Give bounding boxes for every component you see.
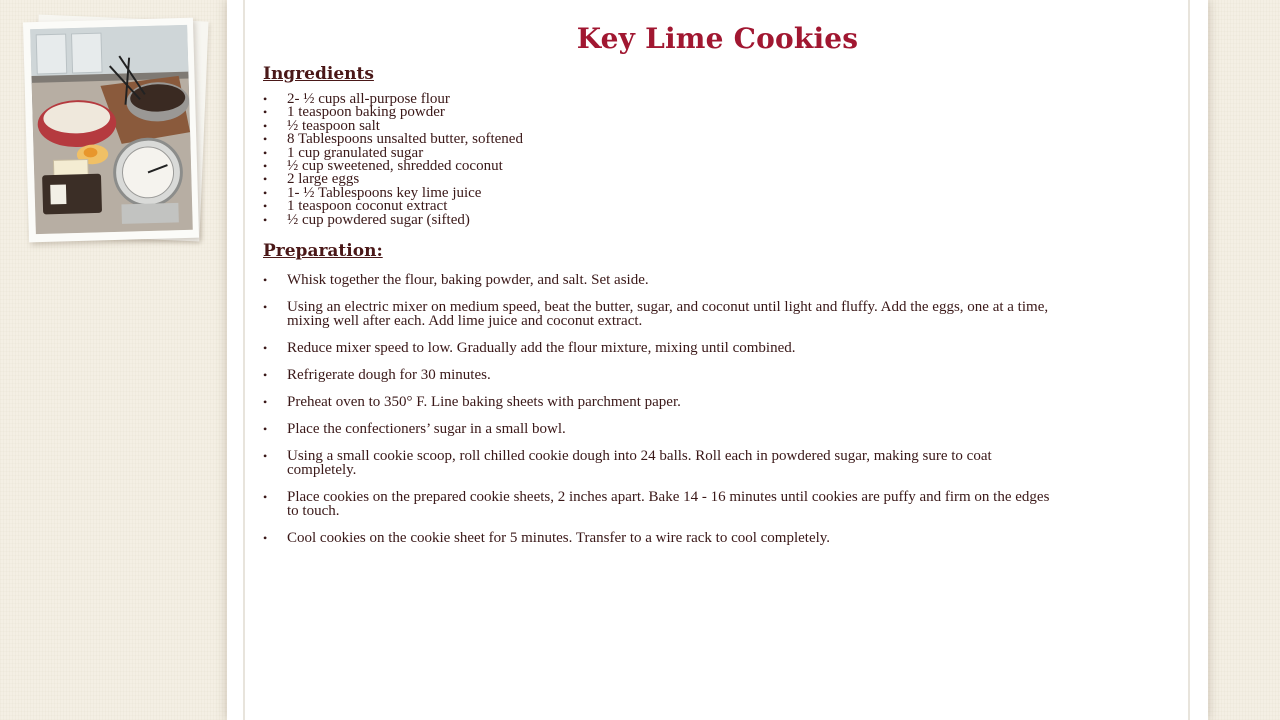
list-item	[263, 395, 1053, 409]
step-text: Whisk together the flour, baking powder, and salt. Set aside.	[287, 272, 649, 288]
list-item	[263, 449, 1053, 477]
recipe-card	[227, 0, 1208, 720]
list-item	[263, 490, 1053, 518]
bullet: •	[263, 118, 268, 133]
ingredient-text: ½ cup powdered sugar (sifted)	[287, 211, 470, 228]
ingredient-text: 2- ½ cups all-purpose flour	[287, 91, 450, 107]
bullet: •	[263, 132, 268, 147]
ingredient-text: 1 teaspoon baking powder	[287, 104, 445, 121]
ingredient-text: 1 cup granulated sugar	[287, 144, 424, 161]
list-item	[263, 531, 1053, 545]
bullet: •	[263, 341, 268, 355]
ingredient-text: ½ teaspoon salt	[287, 117, 380, 134]
list-item	[263, 157, 1053, 174]
bullet: •	[263, 422, 268, 436]
ingredient-text: 2 large eggs	[287, 171, 360, 188]
list-item	[263, 211, 1053, 228]
step-text: Refrigerate dough for 30 minutes.	[287, 367, 491, 383]
bullet: •	[263, 531, 268, 545]
preparation-steps	[263, 273, 1053, 558]
bullet: •	[263, 199, 268, 214]
bullet: •	[263, 172, 268, 187]
bullet: •	[263, 490, 268, 504]
ingredients-list	[263, 93, 1053, 227]
bullet: •	[263, 300, 268, 314]
ingredient-text: ½ cup sweetened, shredded coconut	[287, 157, 503, 174]
bullet: •	[263, 92, 268, 106]
baking-ingredients-photo-icon	[30, 25, 193, 234]
bullet: •	[263, 212, 268, 227]
preparation-heading: Preparation:	[263, 241, 383, 261]
step-text: Place cookies on the prepared cookie sheets, 2 inches apart. Bake 14 - 16 minutes until cookies are puffy and firm on the edges to touch.	[287, 489, 1050, 519]
step-text: Cool cookies on the cookie sheet for 5 minutes. Transfer to a wire rack to cool completely.	[287, 530, 831, 546]
bullet: •	[263, 185, 268, 200]
list-item	[263, 106, 1053, 119]
photo-illustration	[30, 25, 193, 234]
step-text: Preheat oven to 350° F. Line baking sheets with parchment paper.	[287, 394, 681, 410]
step-text: Reduce mixer speed to low. Gradually add the flour mixture, mixing until combined.	[287, 340, 796, 356]
bullet: •	[263, 158, 268, 173]
ingredient-text: 1 teaspoon coconut extract	[287, 198, 448, 215]
list-item	[263, 368, 1053, 382]
bullet: •	[263, 105, 268, 120]
step-text: Place the confectioners’ sugar in a small bowl.	[287, 421, 566, 437]
step-text: Using an electric mixer on medium speed, beat the butter, sugar, and coconut until light and fluffy. Add the eggs, one at a time, mixing well after each. Add lime juice and coconut extract.	[287, 299, 1049, 329]
ingredient-text: 8 Tablespoons unsalted butter, softened	[287, 131, 523, 148]
list-item	[263, 300, 1053, 328]
bullet: •	[263, 395, 268, 409]
list-item	[263, 273, 1053, 287]
bullet: •	[263, 449, 268, 463]
ingredient-text: 1- ½ Tablespoons key lime juice	[287, 184, 482, 201]
bullet: •	[263, 145, 268, 160]
list-item	[263, 422, 1053, 436]
step-text: Using a small cookie scoop, roll chilled cookie dough into 24 balls. Roll each in powdered sugar, making sure to coat completely.	[287, 448, 992, 478]
list-item	[263, 341, 1053, 355]
recipe-title: Key Lime Cookies	[576, 22, 859, 55]
bullet: •	[263, 368, 268, 382]
ingredients-heading: Ingredients	[263, 64, 374, 84]
bullet: •	[263, 273, 268, 287]
baking-photo	[23, 18, 199, 243]
